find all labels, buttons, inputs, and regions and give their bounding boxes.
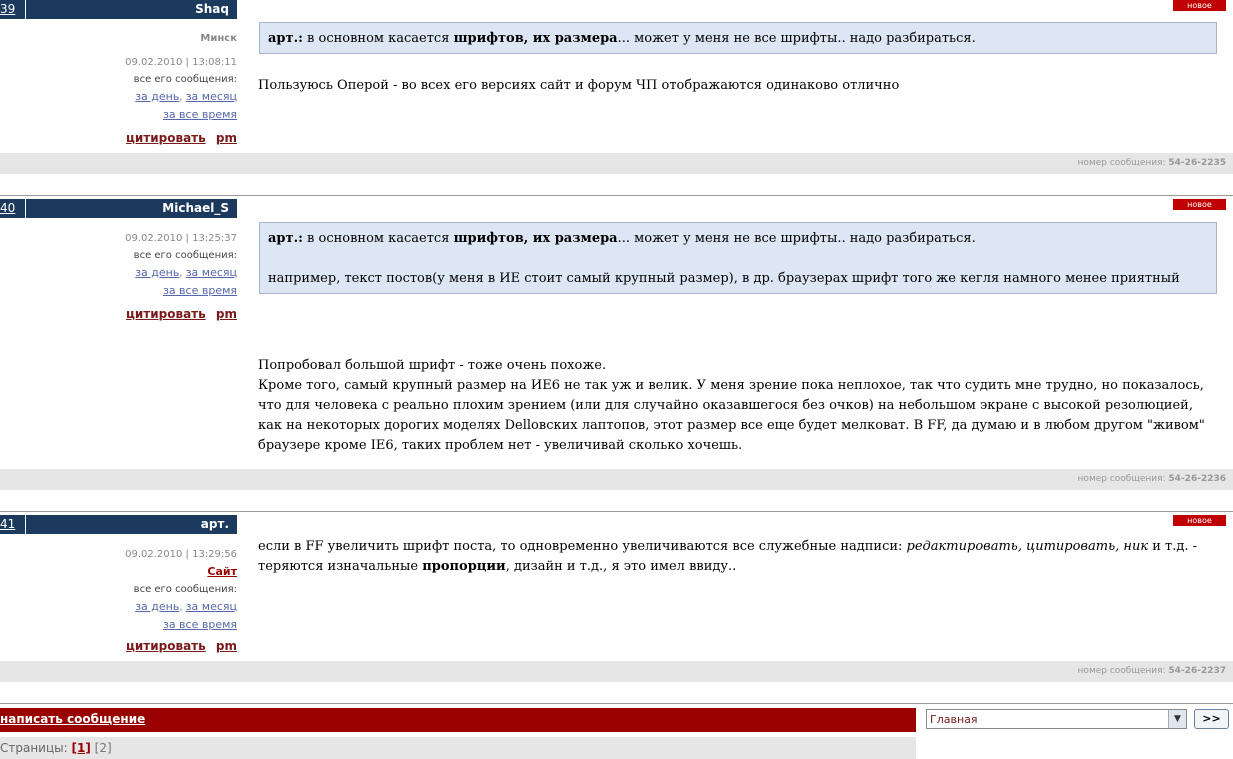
- write-message-bar: [0, 708, 916, 732]
- post-header: [0, 515, 237, 534]
- message-number: номер сообщения: 54-26-2237: [1077, 666, 1226, 676]
- post-body: [258, 537, 1213, 577]
- go-button[interactable]: >>: [1194, 709, 1229, 729]
- post-footer: [0, 153, 1233, 174]
- post-body: [258, 356, 1213, 456]
- post-meta: 09.02.2010 | 13:25:37 все его сообщения: за день, за месяц за все время: [125, 230, 237, 300]
- quote-text: в основном касается: [302, 31, 454, 46]
- post-number-link[interactable]: 40: [0, 201, 16, 215]
- quote-button[interactable]: цитировать: [125, 639, 206, 653]
- all-messages-label: все его сообщения:: [133, 584, 237, 595]
- post-actions: [120, 307, 237, 321]
- pm-button[interactable]: pm: [215, 131, 237, 145]
- link-month[interactable]: за месяц: [185, 266, 237, 279]
- post-body-italic: редактировать, цитировать, ник: [906, 539, 1149, 554]
- post-body: Пользуюсь Оперой - во всех его версиях сайт и форум ЧП отображаются одинаково отлично: [258, 78, 900, 93]
- quote-author: арт.:: [268, 31, 303, 46]
- link-all-time[interactable]: за все время: [162, 108, 237, 121]
- quote-author: арт.:: [268, 231, 303, 246]
- post-number-link[interactable]: 39: [0, 2, 16, 16]
- pages-label-wrap: [0, 741, 112, 755]
- new-badge: новое: [1173, 0, 1226, 11]
- link-all-time[interactable]: за все время: [162, 284, 237, 297]
- page-2-link[interactable]: [2]: [94, 741, 112, 755]
- page-current[interactable]: [1]: [71, 741, 91, 755]
- link-month[interactable]: за месяц: [185, 90, 237, 103]
- new-badge: новое: [1173, 515, 1226, 526]
- link-all-time[interactable]: за все время: [162, 618, 237, 631]
- header-separator: [25, 515, 26, 534]
- pm-button[interactable]: pm: [215, 307, 237, 321]
- quote-button[interactable]: цитировать: [125, 131, 206, 145]
- quote-button[interactable]: цитировать: [125, 307, 206, 321]
- author-nick[interactable]: Michael_S: [162, 201, 229, 215]
- link-day[interactable]: за день: [135, 266, 180, 279]
- post-footer: [0, 469, 1233, 490]
- pm-button[interactable]: pm: [215, 639, 237, 653]
- message-number: номер сообщения: 54-26-2235: [1077, 158, 1226, 168]
- post-body-text-3: , дизайн и т.д., я это имел ввиду..: [505, 559, 737, 574]
- link-day[interactable]: за день: [135, 90, 180, 103]
- post-actions: [120, 639, 237, 653]
- site-link[interactable]: Сайт: [207, 565, 237, 578]
- author-nick[interactable]: арт.: [200, 517, 229, 531]
- post-meta: Минск 09.02.2010 | 13:08:11 все его сообщения: за день, за месяц за все время: [125, 30, 237, 124]
- header-separator: [25, 0, 26, 19]
- quote-block: [259, 222, 1217, 294]
- quote-block: [259, 22, 1217, 54]
- post-body-text: если в FF увеличить шрифт поста, то одновременно увеличиваются все служебные надписи:: [258, 539, 907, 554]
- post-header: [0, 0, 237, 19]
- post-body-paragraph: Кроме того, самый крупный размер на ИЕ6 не так уж и велик. У меня зрение пока неплохое, так что судить мне трудно, но показалось, что для человека с реально плохим зрением (или для случайно оказавшегося без очков) на небольшом экране с высокой резолюцией, как на некоторых дорогих моделях Dellовских лаптопов, этот размер все еще будет мелковат. В FF, да думаю и в любом другом "живом" браузере кроме IE6, таких проблем нет - увеличивай сколько хочешь.: [258, 378, 1205, 453]
- post-datetime: 09.02.2010 | 13:29:56: [125, 549, 237, 560]
- quote-bold: шрифтов, их размера: [453, 31, 618, 46]
- link-month[interactable]: за месяц: [185, 600, 237, 613]
- chevron-down-icon[interactable]: ▼: [1168, 710, 1186, 728]
- link-day[interactable]: за день: [135, 600, 180, 613]
- post-datetime: 09.02.2010 | 13:25:37: [125, 233, 237, 244]
- pagination: [0, 737, 916, 759]
- quote-line-2: например, текст постов(у меня в ИЕ стоит самый крупный размер), в др. браузерах шрифт того же кегля намного менее приятный: [268, 271, 1180, 286]
- author-nick[interactable]: Shaq: [195, 2, 229, 16]
- quote-text: в основном касается: [302, 231, 454, 246]
- message-number: номер сообщения: 54-26-2236: [1077, 474, 1226, 484]
- all-messages-label: все его сообщения:: [133, 74, 237, 85]
- quote-bold: шрифтов, их размера: [453, 231, 618, 246]
- header-separator: [25, 199, 26, 218]
- post-body-line-1: Попробовал большой шрифт - тоже очень похоже.: [258, 358, 607, 373]
- all-messages-label: все его сообщения:: [133, 250, 237, 261]
- pages-label: Страницы:: [0, 741, 68, 755]
- new-badge: новое: [1173, 199, 1226, 210]
- post-header: [0, 199, 237, 218]
- post-divider: [0, 195, 1233, 196]
- post-actions: [120, 131, 237, 145]
- write-message-link[interactable]: написать сообщение: [0, 712, 146, 726]
- post-footer: [0, 661, 1233, 682]
- quote-text-end: ... может у меня не все шрифты.. надо разбираться.: [617, 231, 976, 246]
- post-meta: 09.02.2010 | 13:29:56 Сайт все его сообщения: за день, за месяц за все время: [125, 546, 237, 634]
- post-body-bold: пропорции: [422, 559, 506, 574]
- post-divider: [0, 511, 1233, 512]
- author-city: Минск: [200, 33, 237, 44]
- post-divider: [0, 703, 1233, 704]
- select-value: Главная: [930, 713, 978, 726]
- forum-jump-select[interactable]: [926, 709, 1187, 729]
- post-datetime: 09.02.2010 | 13:08:11: [125, 57, 237, 68]
- quote-text-end: ... может у меня не все шрифты.. надо разбираться.: [617, 31, 976, 46]
- post-body-text-2: и т.д. - теряются изначальные: [258, 539, 1198, 574]
- post-number-link[interactable]: 41: [0, 517, 16, 531]
